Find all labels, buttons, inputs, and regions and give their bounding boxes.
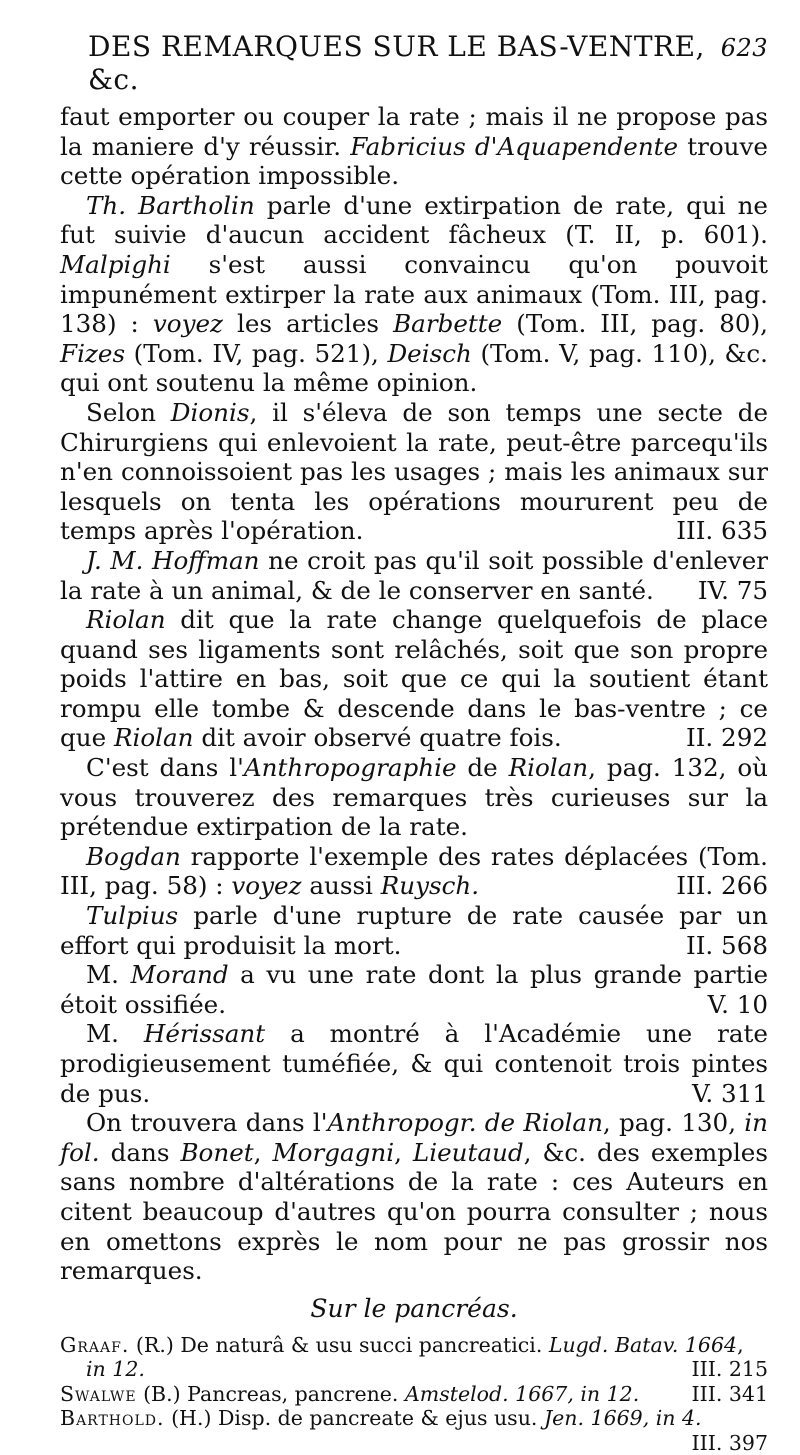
- volume-reference: III. 397: [691, 1430, 768, 1455]
- volume-reference: V. 10: [707, 989, 768, 1019]
- volume-reference: II. 568: [685, 930, 768, 960]
- volume-reference: IV. 75: [697, 575, 768, 605]
- page-number: 623: [720, 34, 768, 62]
- paragraph-tulpius: Tulpius parle d'une rupture de rate causée par un effort qui produisit la mort. II. 568: [60, 901, 768, 960]
- section-title: Sur le pancréas.: [310, 1293, 518, 1323]
- bibliography-entry: Swalwe (B.) Pancreas, pancrene. Amstelod. 1667, in 12. III. 341: [60, 1381, 768, 1406]
- paragraph-bogdan: Bogdan rapporte l'exemple des rates déplacées (Tom. III, pag. 58) : voyez aussi Ruysch. III. 266: [60, 841, 768, 901]
- volume-reference: V. 311: [691, 1078, 768, 1108]
- paragraph-dionis: Selon Dionis, il s'éleva de son temps une secte de Chirurgiens qui enlevoient la rate, peut-être parcequ'ils n'en connoissoient pas les usages ; mais les animaux sur lesquels on tenta les opérations moururent peu de temps après l'opération. III. 635: [60, 397, 768, 546]
- bibliography-entry: Barthold. (H.) Disp. de pancreate & ejus usu. Jen. 1669, in 4.: [60, 1406, 702, 1431]
- volume-reference: III. 341: [691, 1381, 768, 1406]
- bibliography: [60, 1333, 768, 1455]
- paragraph-riolan: Riolan dit que la rate change quelquefois de place quand ses ligaments sont relâchés, soit que son propre poids l'attire en bas, soit que ce qui la soutient étant rompu elle tombe & descende dans le bas-ventre ; ce que Riolan dit avoir observé quatre fois. II. 292: [60, 605, 768, 753]
- paragraph-hoffman: J. M. Hoffman ne croit pas qu'il soit possible d'enlever la rate à un animal, & de le conserver en santé. IV. 75: [60, 545, 769, 605]
- running-header: [88, 30, 768, 96]
- running-title: DES REMARQUES SUR LE BAS-VENTRE, &c.: [88, 30, 705, 96]
- bibliography-entry-continuation: [60, 1431, 768, 1455]
- paragraph-bartholin: Th. Bartholin parle d'une extirpation de rate, qui ne fut suivie d'aucun accident fâcheux (T. II, p. 601). Malpighi s'est aussi convaincu qu'on pouvoit impunément extirper la rate aux animaux (Tom. III, pag. 138) : voyez les articles Barbette (Tom. III, pag. 80), Fizes (Tom. IV, pag. 521), Deisch (Tom. V, pag. 110), &c. qui ont soutenu la même opinion.: [60, 190, 768, 398]
- bibliography-entry: Graaf. (R.) De naturâ & usu succi pancreatici. Lugd. Batav. 1664,: [60, 1332, 744, 1357]
- volume-reference: II. 292: [685, 723, 768, 753]
- volume-reference: III. 266: [676, 871, 768, 901]
- paragraph-continuation: faut emporter ou couper la rate ; mais il ne propose pas la maniere d'y réussir. Fabricius d'Aquapendente trouve cette opération impossible.: [60, 102, 768, 191]
- volume-reference: III. 635: [676, 516, 768, 546]
- paragraph-conclusion: On trouvera dans l'Anthropogr. de Riolan, pag. 130, in fol. dans Bonet, Morgagni, Lieutaud, &c. des exemples sans nombre d'altérations de la rate : ces Auteurs en citent beaucoup d'autres qu'on pourra consulter ; nous en omettons exprès le nom pour ne pas grossir nos remarques.: [60, 1108, 768, 1286]
- bibliography-entry-continuation: in 12. III. 215: [86, 1357, 768, 1382]
- paragraph-herissant: M. Hérissant a montré à l'Académie une rate prodigieusement tuméfiée, & qui contenoit trois pintes de pus. V. 311: [60, 1019, 768, 1108]
- paragraph-anthropographie: C'est dans l'Anthropographie de Riolan, pag. 132, où vous trouverez des remarques très curieuses sur la prétendue extirpation de la rate.: [60, 753, 769, 842]
- volume-reference: III. 215: [691, 1357, 768, 1382]
- paragraph-morand: M. Morand a vu une rate dont la plus grande partie étoit ossifiée. V. 10: [60, 960, 768, 1019]
